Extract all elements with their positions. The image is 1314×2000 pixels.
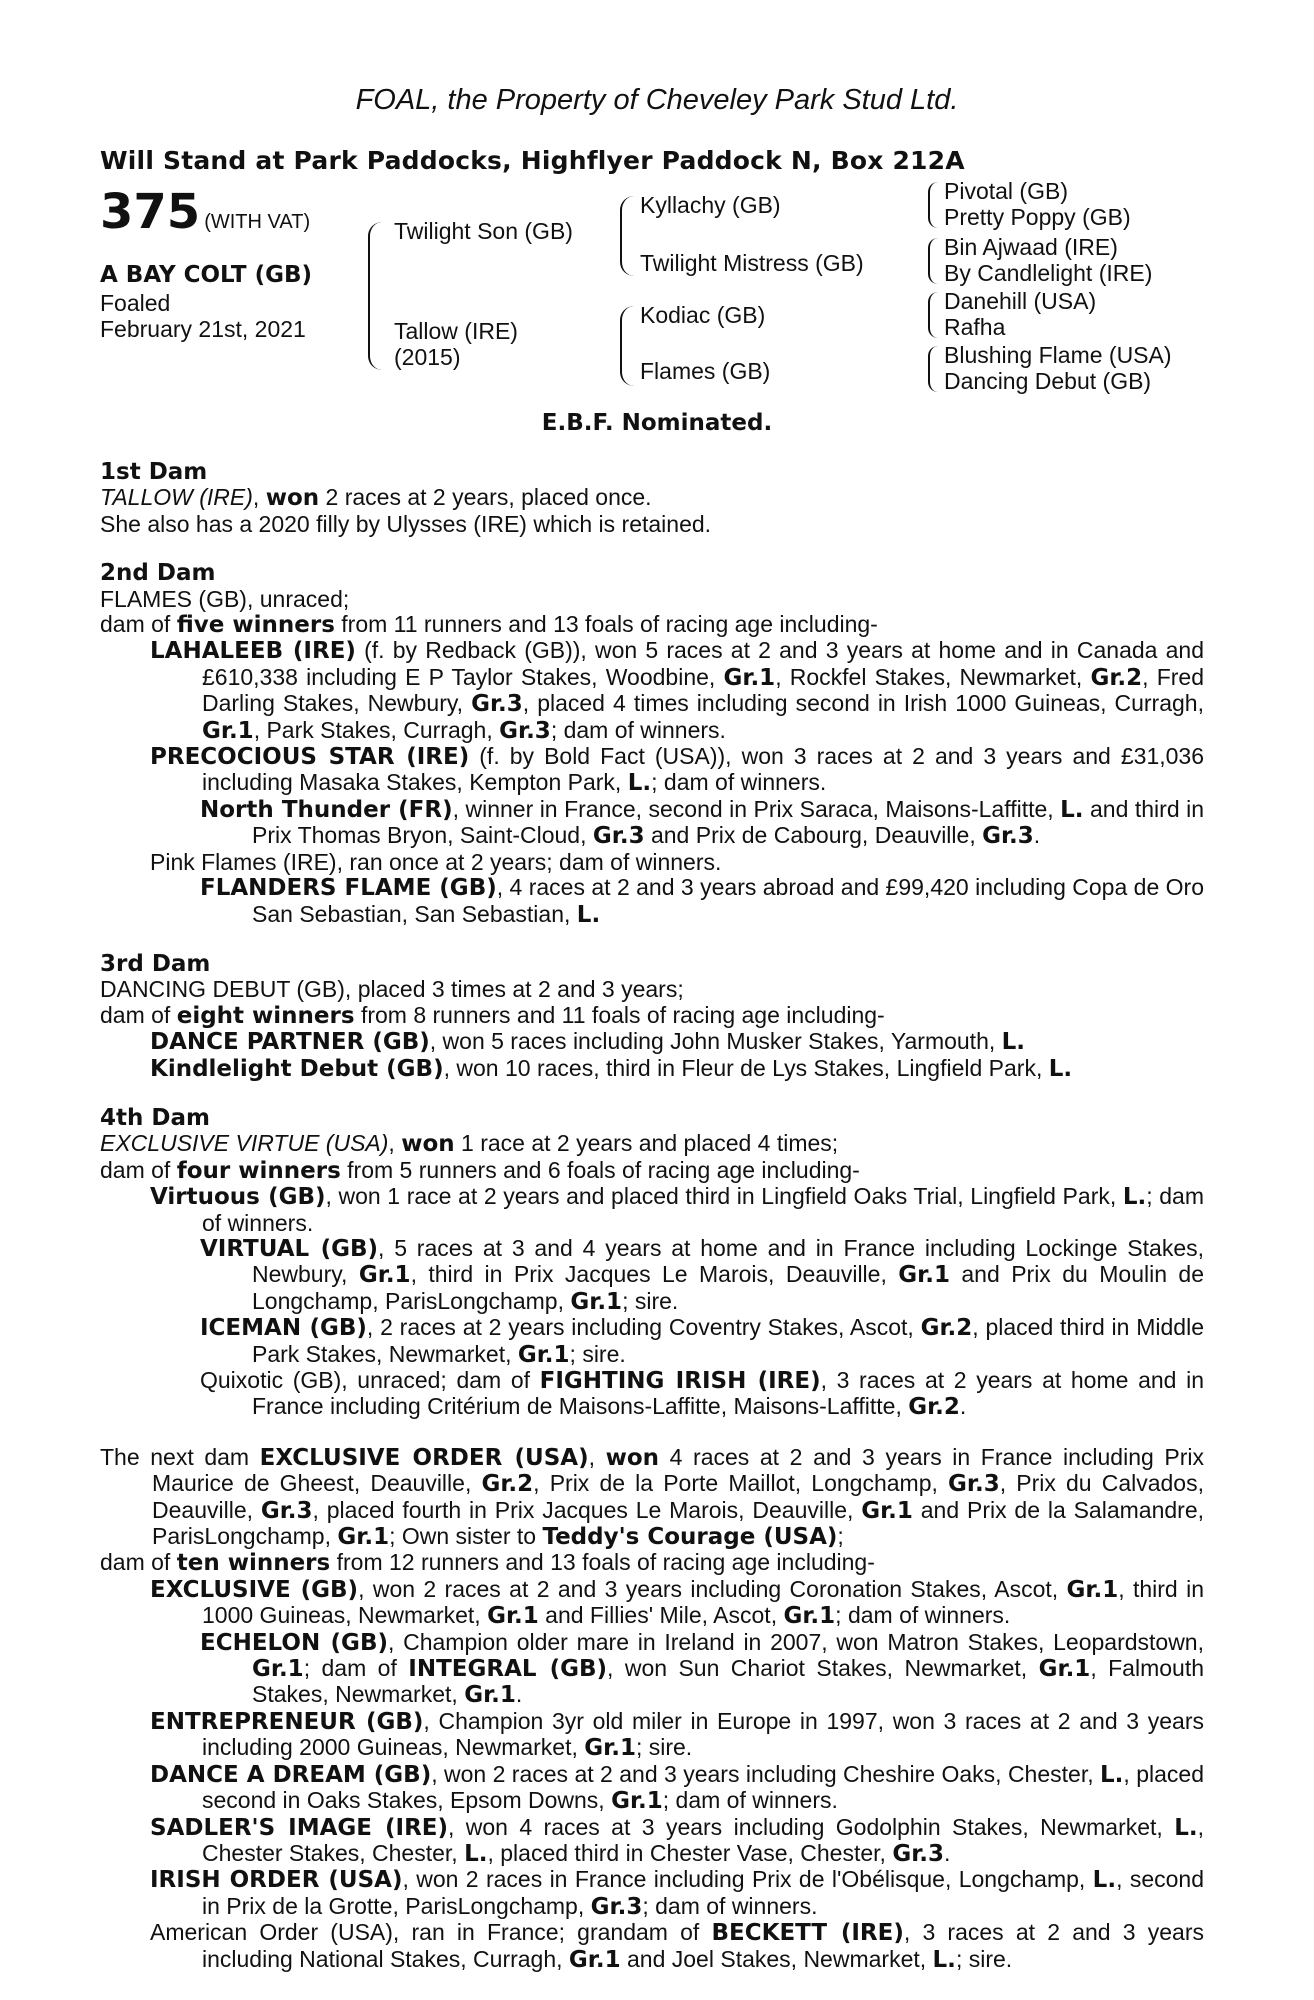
bold-text: DANCE A DREAM (GB) <box>150 1761 432 1788</box>
bold-text: L. <box>576 901 601 928</box>
pedigree-g4: By Candlelight (IRE) <box>944 260 1153 286</box>
bold-text: ECHELON (GB) <box>200 1629 388 1656</box>
ebf-nominated: E.B.F. Nominated. <box>541 410 773 436</box>
text-run: ; dam of winners. <box>651 769 827 796</box>
bold-text: Gr.1 <box>584 1735 636 1762</box>
produce-entry <box>100 797 1204 850</box>
text-run: , Rockfel Stakes, Newmarket, <box>775 663 1091 690</box>
foaled-label: Foaled <box>100 290 171 316</box>
bold-text: Gr.1 <box>898 1262 950 1289</box>
text-run: Quixotic (GB), unraced; dam of <box>200 1367 540 1393</box>
produce-entry <box>100 1315 1204 1368</box>
text-run: 1 race at 2 years and placed 4 times; <box>454 1130 839 1157</box>
bold-text: Gr.1 <box>517 1341 570 1368</box>
text-run: and Prix de la Salamandre, ParisLongchamp, <box>152 1496 1204 1550</box>
bold-text: Gr.1 <box>1066 1576 1119 1603</box>
text-run: , Prix du Calvados, Deauville, <box>152 1470 1204 1523</box>
section-1st-dam <box>100 460 1204 537</box>
bold-text: ENTREPRENEUR (GB) <box>150 1708 424 1735</box>
pedigree-dam-year: (2015) <box>394 344 461 370</box>
text-run: , won 2 races at 2 and 3 years including Cheshire Oaks, Chester, <box>431 1760 1101 1787</box>
text-run: , 4 races at 2 and 3 years abroad and £99,420 including Copa de Oro San Sebastian, San Sebastian, <box>252 874 1204 927</box>
dam-of-line <box>100 1550 1204 1576</box>
pedigree-g3: Bin Ajwaad (IRE) <box>944 234 1118 260</box>
bold-text: Gr.1 <box>337 1524 390 1551</box>
text-run: ; dam of winners. <box>550 716 726 743</box>
bold-text: Gr.1 <box>464 1682 516 1709</box>
bold-text: Gr.1 <box>487 1603 539 1630</box>
text-run: , Falmouth Stakes, Newmarket, <box>252 1655 1205 1708</box>
brace-g56 <box>928 292 938 338</box>
brace-g12 <box>928 182 938 228</box>
text-run: . <box>515 1681 523 1708</box>
brace-dam-parents <box>620 306 634 386</box>
text-run: from 5 runners and 6 foals of racing age including- <box>340 1156 860 1183</box>
dam-record: FLAMES (GB), unraced; <box>100 585 350 612</box>
brace-sire-parents <box>620 196 634 276</box>
text-run: dam of <box>100 1156 177 1183</box>
produce-entry <box>100 1184 1204 1236</box>
section-heading: 2nd Dam <box>100 560 216 587</box>
pedigree-sire-sire: Kyllachy (GB) <box>640 192 781 218</box>
text-run: ; sire. <box>955 1945 1013 1972</box>
page-title: FOAL, the Property of Cheveley Park Stud Ltd. <box>355 84 959 116</box>
dam-of-line <box>100 1003 1204 1029</box>
produce-entry <box>100 744 1204 797</box>
lot-description: A BAY COLT (GB) <box>100 262 313 288</box>
bold-text: eight winners <box>176 1002 355 1029</box>
bold-text: Gr.1 <box>252 1656 304 1683</box>
bold-text: L. <box>1122 1184 1147 1211</box>
bold-text: EXCLUSIVE (GB) <box>150 1576 359 1603</box>
bold-text: SADLER'S IMAGE (IRE) <box>150 1814 448 1841</box>
bold-text: North Thunder (FR) <box>200 796 453 823</box>
text-run: , won 2 races at 2 and 3 years including Coronation Stakes, Ascot, <box>358 1575 1067 1602</box>
pedigree-g8: Dancing Debut (GB) <box>944 368 1152 394</box>
produce-entry <box>100 638 1204 744</box>
produce-entry <box>100 1920 1204 1973</box>
produce-entry <box>100 1630 1204 1709</box>
section-next-dam <box>100 1445 1204 1973</box>
text-run: , third in Prix Jacques Le Marois, Deauville, <box>410 1261 899 1288</box>
bold-text: EXCLUSIVE ORDER (USA) <box>259 1444 589 1471</box>
bold-text: L. <box>1100 1761 1124 1788</box>
bold-text: L. <box>932 1946 956 1973</box>
text-run: ; sire. <box>569 1340 626 1367</box>
section-heading: 4th Dam <box>100 1104 210 1131</box>
foaled-info <box>100 290 306 342</box>
bold-text: Gr.3 <box>948 1471 1000 1498</box>
bold-text: DANCE PARTNER (GB) <box>150 1029 430 1056</box>
text-run: , 3 races at 2 years at home and in France including Critérium de Maisons-Laffitte, Maisons-Laffitte, <box>252 1367 1204 1420</box>
pedigree-dam: Tallow (IRE) <box>394 318 518 344</box>
text-run: , won 5 races including John Musker Stakes, Yarmouth, <box>429 1028 1002 1055</box>
text-run: , placed 4 times including second in Irish 1000 Guineas, Curragh, <box>522 690 1204 717</box>
section-heading: 1st Dam <box>100 459 208 485</box>
pedigree-g2: Pretty Poppy (GB) <box>944 204 1131 230</box>
bold-text: five winners <box>176 612 335 639</box>
text-run: ; <box>837 1523 844 1550</box>
lot-number-block <box>100 184 310 240</box>
bold-text: Gr.2 <box>920 1315 973 1342</box>
text-run: , placed third in Chester Vase, Chester, <box>487 1839 893 1866</box>
text-run: , third in 1000 Guineas, Newmarket, <box>202 1575 1204 1629</box>
bold-text: four winners <box>176 1157 341 1184</box>
text-run: , second in Prix de la Grotte, ParisLongchamp, <box>202 1866 1205 1919</box>
bold-text: L. <box>1001 1029 1026 1056</box>
lot-vat: (WITH VAT) <box>204 211 311 233</box>
dam-record: EXCLUSIVE VIRTUE (USA), won 1 race at 2 years and placed 4 times; <box>100 1130 839 1158</box>
text-run: The next dam <box>100 1443 260 1470</box>
text-run: , placed third in Middle Park Stakes, Newmarket, <box>252 1314 1204 1367</box>
text-run: from 8 runners and 11 foals of racing age including- <box>354 1001 885 1028</box>
produce-entry <box>100 1762 1204 1815</box>
text-run: (f. by Redback (GB)), won 5 races at 2 and 3 years at home and in Canada and £610,338 including E P Taylor Stakes, Woodbine, <box>202 637 1205 690</box>
produce-entry <box>100 1236 1204 1315</box>
section-4th-dam <box>100 1106 1204 1421</box>
stand-location: Will Stand at Park Paddocks, Highflyer Paddock N, Box 212A <box>100 146 965 175</box>
produce-entry <box>100 875 1204 928</box>
pedigree-sire: Twilight Son (GB) <box>394 218 573 244</box>
text-run: , Fred Darling Stakes, Newbury, <box>202 663 1204 717</box>
text-run: , placed second in Oaks Stakes, Epsom Downs, <box>202 1760 1204 1814</box>
bold-text: Gr.2 <box>1090 664 1143 691</box>
text-run: EXCLUSIVE VIRTUE (USA) <box>100 1130 389 1157</box>
produce-entry <box>100 1709 1204 1762</box>
produce-entry <box>100 1815 1204 1868</box>
text-run: and Prix du Moulin de Longchamp, ParisLongchamp, <box>252 1261 1205 1314</box>
text-run: dam of <box>100 1001 177 1028</box>
brace-g34 <box>928 238 938 284</box>
lot-number: 375 <box>100 184 201 240</box>
bold-text: L. <box>1174 1814 1198 1841</box>
text-run: ; sire. <box>622 1287 679 1314</box>
bold-text: L. <box>1048 1055 1073 1082</box>
bold-text: Gr.1 <box>570 1288 623 1315</box>
bold-text: BECKETT (IRE) <box>711 1920 904 1947</box>
text-run: , Park Stakes, Curragh, <box>253 716 500 743</box>
bold-text: Gr.1 <box>723 664 776 691</box>
bold-text: IRISH ORDER (USA) <box>150 1867 403 1894</box>
text-run: . <box>959 1393 967 1420</box>
bold-text: Gr.3 <box>590 1893 643 1920</box>
bold-text: Virtuous (GB) <box>150 1184 326 1211</box>
text-run: , Champion older mare in Ireland in 2007, won Matron Stakes, Leopardstown, <box>387 1628 1204 1655</box>
text-run: , won 10 races, third in Fleur de Lys Stakes, Lingfield Park, <box>443 1054 1049 1081</box>
bold-text: Gr.2 <box>908 1394 960 1421</box>
produce-entry <box>100 1029 1204 1055</box>
bold-text: L. <box>627 770 652 797</box>
text-run: ; sire. <box>635 1734 693 1761</box>
bold-text: won <box>401 1131 455 1158</box>
bold-text: Gr.1 <box>202 717 254 744</box>
text-run: ; dam of <box>303 1655 409 1682</box>
text-run: from 12 runners and 13 foals of racing age including- <box>330 1549 875 1576</box>
bold-text: L. <box>1092 1867 1117 1894</box>
bold-text: L. <box>1060 796 1084 823</box>
text-run: , placed fourth in Prix Jacques Le Marois, Deauville, <box>312 1496 862 1523</box>
bold-text: VIRTUAL (GB) <box>200 1235 379 1262</box>
produce-entry <box>100 1867 1204 1920</box>
bold-text: FLANDERS FLAME (GB) <box>200 875 497 902</box>
produce-entry <box>100 1056 1204 1082</box>
text-run: , 5 races at 3 and 4 years at home and in France including Lockinge Stakes, Newbury, <box>252 1234 1205 1288</box>
dam-of-line <box>100 1158 1204 1184</box>
text-run: ; dam of winners. <box>835 1602 1011 1629</box>
bold-text: FIGHTING IRISH (IRE) <box>539 1368 821 1394</box>
produce-entry: Pink Flames (IRE), ran once at 2 years; dam of winners. <box>150 848 722 875</box>
text-run: ; dam of winners. <box>642 1892 818 1919</box>
won-label: won <box>265 485 320 512</box>
bold-text: Gr.1 <box>611 1788 663 1815</box>
pedigree-dam-dam: Flames (GB) <box>640 358 771 384</box>
text-run: . <box>1033 822 1041 849</box>
bold-text: Gr.3 <box>892 1840 945 1867</box>
text-run: and Fillies' Mile, Ascot, <box>538 1602 784 1629</box>
bold-text: Teddy's Courage (USA) <box>542 1524 838 1551</box>
foaled-date: February 21st, 2021 <box>100 316 306 342</box>
bold-text: Kindlelight Debut (GB) <box>150 1055 444 1082</box>
produce-entry <box>100 1368 1204 1421</box>
text-run: , Champion 3yr old miler in Europe in 1997, won 3 races at 2 and 3 years including 2000 Guineas, Newmarket, <box>202 1707 1204 1761</box>
bold-text: Gr.1 <box>1038 1656 1091 1683</box>
bold-text: LAHALEEB (IRE) <box>150 638 356 665</box>
bold-text: Gr.3 <box>982 823 1034 850</box>
bold-text: ten winners <box>176 1550 331 1577</box>
dam-record: DANCING DEBUT (GB), placed 3 times at 2 and 3 years; <box>100 976 684 1003</box>
pedigree-sire-dam: Twilight Mistress (GB) <box>640 250 864 276</box>
dam-record-text: 2 races at 2 years, placed once. <box>319 484 652 511</box>
bold-text: Gr.3 <box>471 691 523 718</box>
text-run: ; Own sister to <box>389 1523 543 1550</box>
brace-g78 <box>928 346 938 392</box>
pedigree-g7: Blushing Flame (USA) <box>944 342 1172 368</box>
text-run: from 11 runners and 13 foals of racing age including- <box>334 611 878 638</box>
bold-text: INTEGRAL (GB) <box>408 1656 608 1683</box>
bold-text: Gr.3 <box>260 1497 313 1524</box>
bold-text: L. <box>464 1840 488 1867</box>
bold-text: ICEMAN (GB) <box>200 1315 367 1342</box>
text-run: dam of <box>100 611 177 638</box>
pedigree-dam-sire: Kodiac (GB) <box>640 302 766 328</box>
text-run: , 2 races at 2 years including Coventry Stakes, Ascot, <box>366 1314 921 1341</box>
dam-record: TALLOW (IRE), won 2 races at 2 years, placed once. <box>100 484 652 512</box>
dam-note: She also has a 2020 filly by Ulysses (IRE) which is retained. <box>100 510 712 537</box>
text-run: , Prix de la Porte Maillot, Longchamp, <box>533 1470 949 1497</box>
bold-text: Gr.1 <box>783 1603 836 1630</box>
pedigree-g6: Rafha <box>944 314 1006 340</box>
text-run: American Order (USA), ran in France; grandam of <box>150 1919 712 1946</box>
produce-entry <box>100 1577 1204 1630</box>
text-run: and Joel Stakes, Newmarket, <box>620 1945 933 1972</box>
text-run: , Chester Stakes, Chester, <box>202 1813 1204 1866</box>
text-run: ; dam of winners. <box>662 1787 838 1814</box>
text-run: (f. by Bold Fact (USA)), won 3 races at 2 and 3 years and £31,036 including Masaka Stakes, Kempton Park, <box>202 743 1204 796</box>
pedigree-g5: Danehill (USA) <box>944 288 1097 314</box>
bold-text: Gr.3 <box>592 823 645 850</box>
section-3rd-dam <box>100 952 1204 1082</box>
text-run: , won Sun Chariot Stakes, Newmarket, <box>607 1655 1039 1682</box>
text-run: , won 4 races at 3 years including Godolphin Stakes, Newmarket, <box>448 1813 1175 1840</box>
text-run: , winner in France, second in Prix Saraca, Maisons-Laffitte, <box>452 795 1061 822</box>
text-run: dam of <box>100 1549 177 1576</box>
dam-record: The next dam EXCLUSIVE ORDER (USA), won 4 races at 2 and 3 years in France including Prix Maurice de Gheest, Deauville, Gr.2, Prix de la Porte Maillot, Longchamp, Gr.3, Prix du Calvados, Deauville, Gr.3, placed fourth in Prix Jacques Le Marois, Deauville, Gr.1 and Prix de la Salamandre, ParisLongchamp, Gr.1; Own sister to Teddy's Courage (USA); <box>100 1443 1204 1551</box>
text-run: and third in Prix Thomas Bryon, Saint-Cloud, <box>252 795 1204 849</box>
bold-text: PRECOCIOUS STAR (IRE) <box>150 744 470 771</box>
text-run: , 3 races at 2 and 3 years including National Stakes, Curragh, <box>202 1919 1204 1972</box>
bold-text: Gr.3 <box>499 717 551 744</box>
bold-text: Gr.1 <box>358 1262 411 1289</box>
text-run: , won 2 races in France including Prix de l'Obélisque, Longchamp, <box>402 1866 1093 1893</box>
section-heading: 3rd Dam <box>100 950 211 977</box>
pedigree-g1: Pivotal (GB) <box>944 178 1068 204</box>
brace-sire-dam <box>368 222 382 370</box>
section-2nd-dam <box>100 561 1204 928</box>
text-run: . <box>944 1839 951 1866</box>
catalogue-body <box>100 460 1204 1973</box>
bold-text: Gr.1 <box>861 1497 913 1524</box>
text-run: , won 1 race at 2 years and placed third in Lingfield Oaks Trial, Lingfield Park, <box>325 1183 1123 1210</box>
bold-text: Gr.2 <box>481 1471 534 1498</box>
text-run: ; dam of winners. <box>202 1183 1205 1236</box>
bold-text: won <box>605 1444 660 1471</box>
text-run: and Prix de Cabourg, Deauville, <box>644 822 983 849</box>
dam-name: TALLOW (IRE) <box>100 484 253 511</box>
dam-of-line <box>100 612 1204 638</box>
text-run: 4 races at 2 and 3 years in France including Prix Maurice de Gheest, Deauville, <box>152 1443 1204 1497</box>
bold-text: Gr.1 <box>568 1946 621 1973</box>
